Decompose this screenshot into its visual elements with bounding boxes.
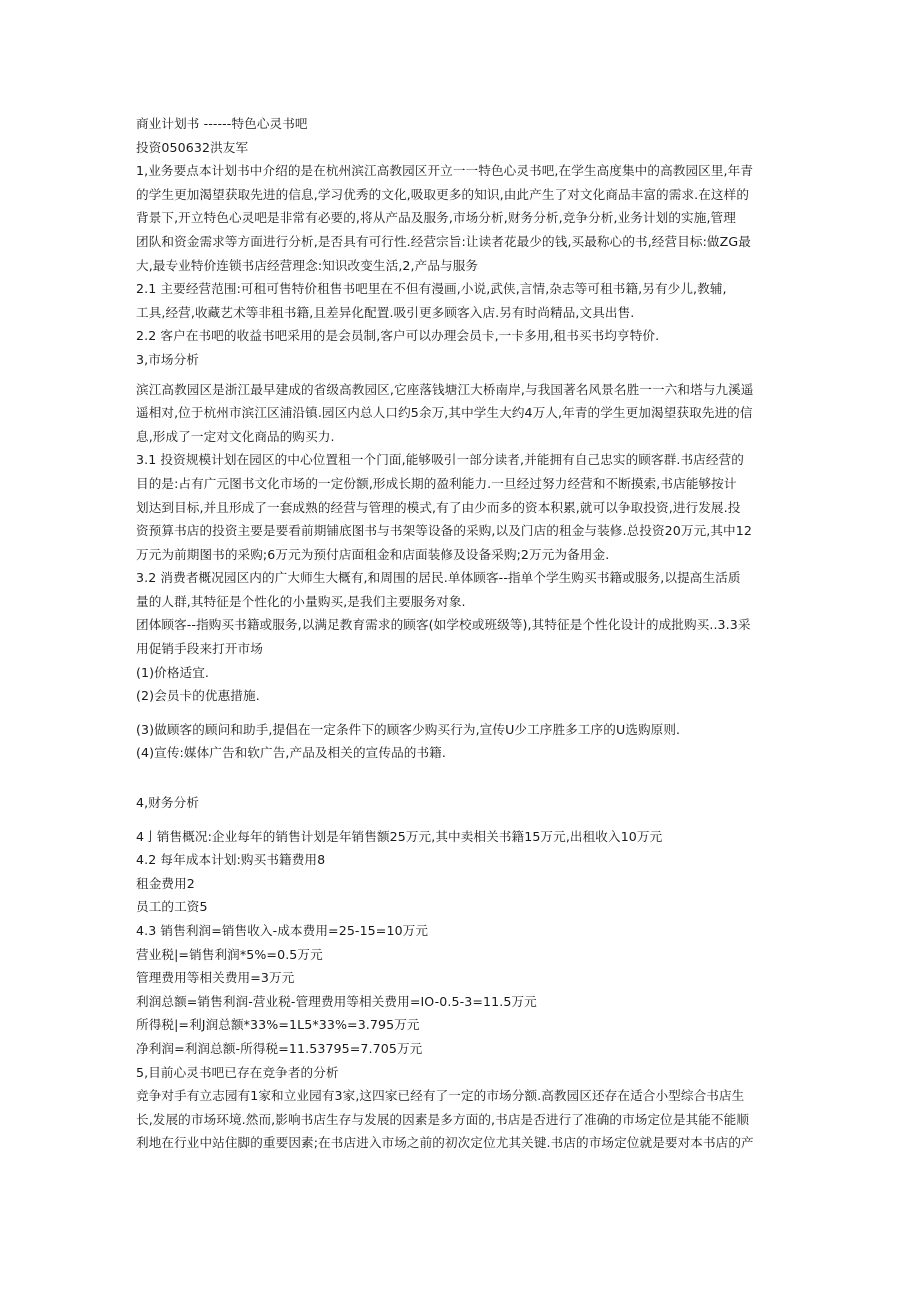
- list-item: (2)会员卡的优惠措施.: [136, 688, 260, 704]
- spacer: [136, 815, 792, 825]
- text-line: 管理费用等相关费用=3万元: [136, 970, 295, 986]
- text-line: 资预算书店的投资主要是要看前期铺底图书与书架等设备的采购,以及门店的租金与装修.总投资20万元,其中12: [136, 523, 752, 539]
- text-line: 2.1 主要经营范围:可租可售特价租售书吧里在不但有漫画,小说,武侠,言情,杂志等可租书籍,另有少儿,教辅,: [136, 281, 727, 297]
- text-line: 利润总额=销售利润-营业税-管理费用等相关费用=IO-0.5-3=11.5万元: [136, 993, 537, 1009]
- section-heading: 3,市场分析: [136, 351, 199, 367]
- text-line: 所得税|=利J润总额*33%=1L5*33%=3.795万元: [136, 1017, 420, 1033]
- text-line: 大,最专业特价连锁书店经营理念:知识改变生活,2,产品与服务: [136, 257, 479, 273]
- text-line: 用促销手段来打开市场: [136, 641, 263, 657]
- text-line: 工具,经营,收藏艺术等非租书籍,且差异化配置.吸引更多顾客入店.另有时尚精品,文具出售.: [136, 304, 635, 320]
- text-line: 目的是:占有广元图书文化市场的一定份额,形成长期的盈利能力.一旦经过努力经营和不断摸索,书店能够按计: [136, 475, 737, 491]
- text-line: 1,业务要点本计划书中介绍的是在杭州滨江高教园区开立一一特色心灵书吧,在学生高度集中的高教园区里,年青: [136, 163, 754, 179]
- text-line: 长,发展的市场环境.然而,影响书店生存与发展的因素是多方面的,书店是否进行了准确的市场定位是其能不能顺: [136, 1111, 750, 1127]
- section-heading: 5,目前心灵书吧已存在竞争者的分析: [136, 1064, 339, 1080]
- document-title: 商业计划书 ------特色心灵书吧: [136, 116, 308, 131]
- text-line: 员工的工资5: [136, 899, 208, 915]
- spacer: [136, 765, 792, 791]
- text-line: 的学生更加渴望获取先进的信息,学习优秀的文化,吸取更多的知识,由此产生了对文化商品丰富的需求.在这样的: [136, 186, 750, 202]
- text-line: 4.2 每年成本计划:购买书籍费用8: [136, 852, 326, 868]
- text-line: 竞争对手有立志园有1家和立业园有3家,这四家已经有了一定的市场分额.高教园区还存在适合小型综合书店生: [136, 1088, 745, 1104]
- list-item: (1)价格适宜.: [136, 664, 210, 680]
- text-line: 量的人群,其特征是个性化的小量购买,是我们主要服务对象.: [136, 593, 466, 609]
- text-line: 背景下,开立特色心灵吧是非常有必要的,将从产品及服务,市场分析,财务分析,竞争分析,业务计划的实施,管理: [136, 210, 736, 226]
- text-line: 团体顾客--指购买书籍或服务,以满足教育需求的顾客(如学校或班级等),其特征是个性化设计的成批购买..3.3采: [136, 617, 751, 633]
- text-line: 净利润=利润总额-所得税=11.53795=7.705万元: [136, 1040, 423, 1056]
- text-line: 2.2 客户在书吧的收益书吧采用的是会员制,客户可以办理会员卡,一卡多用,租书买书均亨特价.: [136, 328, 660, 344]
- text-line: 租金费用2: [136, 875, 195, 891]
- text-line: 营业税|=销售利润*5%=0.5万元: [136, 946, 323, 962]
- text-line: 利地在行业中站住脚的重要因素;在书店进入市场之前的初次定位尤其关键.书店的市场定位就是要对本书店的产: [136, 1135, 754, 1151]
- text-line: 滨江高教园区是浙江最早建成的省级高教园区,它座落钱塘江大桥南岸,与我国著名风景名胜一一六和塔与九溪遥: [136, 381, 754, 397]
- document-body: [136, 112, 792, 1155]
- section-heading: 4,财务分析: [136, 795, 199, 811]
- text-line: 息,形成了一定对文化商品的购买力.: [136, 428, 335, 444]
- spacer: [136, 708, 792, 718]
- text-line: 3.2 消费者概况园区内的广大师生大概有,和周围的居民.单体顾客--指单个学生购买书籍或服务,以提高生活质: [136, 570, 741, 586]
- text-line: 4亅销售概况:企业每年的销售计划是年销售额25万元,其中卖相关书籍15万元,出租收入10万元: [136, 828, 663, 844]
- text-line: 3.1 投资规模计划在园区的中心位置租一个门面,能够吸引一部分读者,并能拥有自己忠实的顾客群.书店经营的: [136, 452, 744, 468]
- text-line: 万元为前期图书的采购;6万元为预付店面租金和店面装修及设备采购;2万元为备用金.: [136, 546, 610, 562]
- text-line: 团队和资金需求等方面进行分析,是否具有可行性.经营宗旨:让读者花最少的钱,买最称心的书,经营目标:做ZG最: [136, 233, 751, 249]
- list-item: (3)做顾客的顾问和助手,提倡在一定条件下的顾客少购买行为,宣传U少工序胜多工序的U选购原则.: [136, 721, 681, 737]
- text-line: 划达到目标,并且形成了一套成熟的经营与管理的模式,有了由少而多的资本积累,就可以争取投资,进行发展.投: [136, 499, 741, 515]
- text-line: 4.3 销售利润=销售收入-成本费用=25-15=10万元: [136, 923, 429, 938]
- list-item: (4)宣传:媒体广告和软广告,产品及相关的宣传品的书籍.: [136, 745, 446, 761]
- author-line: 投资050632洪友军: [136, 139, 249, 155]
- text-line: 遥相对,位于杭州市滨江区浦沿镇.园区内总人口约5余万,其中学生大约4万人,年青的学生更加渴望获取先进的信: [136, 405, 753, 421]
